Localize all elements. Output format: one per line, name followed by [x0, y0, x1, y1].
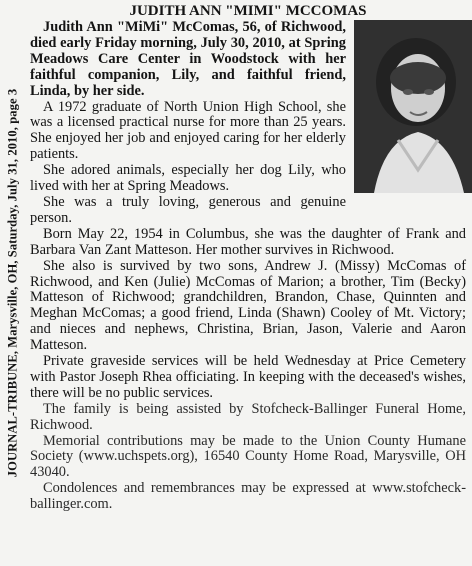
portrait-photo: [354, 20, 472, 193]
obituary-paragraph-survivors: She also is survived by two sons, Andrew J. (Missy) McComas of Richwood, and Ken (Julie) McComas of Marion; a brother, Tim (Becky) Matteson of Richwood; grandchildren, Brandon, Chase, Quinnten and Meghan McComas; a good friend, Linda (Shawn) Cooley of Mt. Victory; and nieces and nephews, Christina, Brian, Jason, Valerie and Aaron Matteson.: [30, 257, 466, 354]
obituary-paragraph-condolences: Condolences and remembrances may be expressed at www.stofcheck-ballinger.com.: [30, 480, 466, 513]
obituary-paragraph-career: A 1972 graduate of North Union High School, she was a licensed practical nurse for more than 25 years. She enjoyed her job and enjoyed caring for her elderly patients.: [30, 98, 346, 163]
obituary-headline: JUDITH ANN "MIMI" MCCOMAS: [129, 3, 367, 19]
obituary-paragraph-character: She was a truly loving, generous and genuine person.: [30, 193, 346, 226]
sideline-text: JOURNAL-TRIBUNE, Marysville, OH, Saturday, July 31, 2010, page 3: [5, 88, 20, 478]
obituary-paragraph-funeral-home: The family is being assisted by Stofcheck-Ballinger Funeral Home, Richwood.: [30, 400, 466, 433]
obituary-article: [30, 4, 466, 513]
portrait-image: [354, 20, 472, 193]
obituary-paragraph-intro: Judith Ann "MiMi" McComas, 56, of Richwood, died early Friday morning, July 30, 2010, at Spring Meadows Care Center in Woodstock with her faithful companion, Lily, and faithful friend, Linda, by her side.: [30, 19, 346, 99]
obituary-paragraph-memorials: Memorial contributions may be made to the Union County Humane Society (www.uchspets.org), 16540 County Home Road, Marysville, OH 43040.: [30, 432, 466, 481]
newspaper-sideline: [0, 0, 26, 566]
obituary-paragraph-animals: She adored animals, especially her dog Lily, who lived with her at Spring Meadows.: [30, 162, 346, 195]
obituary-paragraph-services: Private graveside services will be held Wednesday at Price Cemetery with Pastor Joseph Rhea officiating. In keeping with the deceased's wishes, there will be no public services.: [30, 353, 466, 401]
obituary-paragraph-birth: Born May 22, 1954 in Columbus, she was the daughter of Frank and Barbara Van Zant Matteson. Her mother survives in Richwood.: [30, 225, 466, 258]
